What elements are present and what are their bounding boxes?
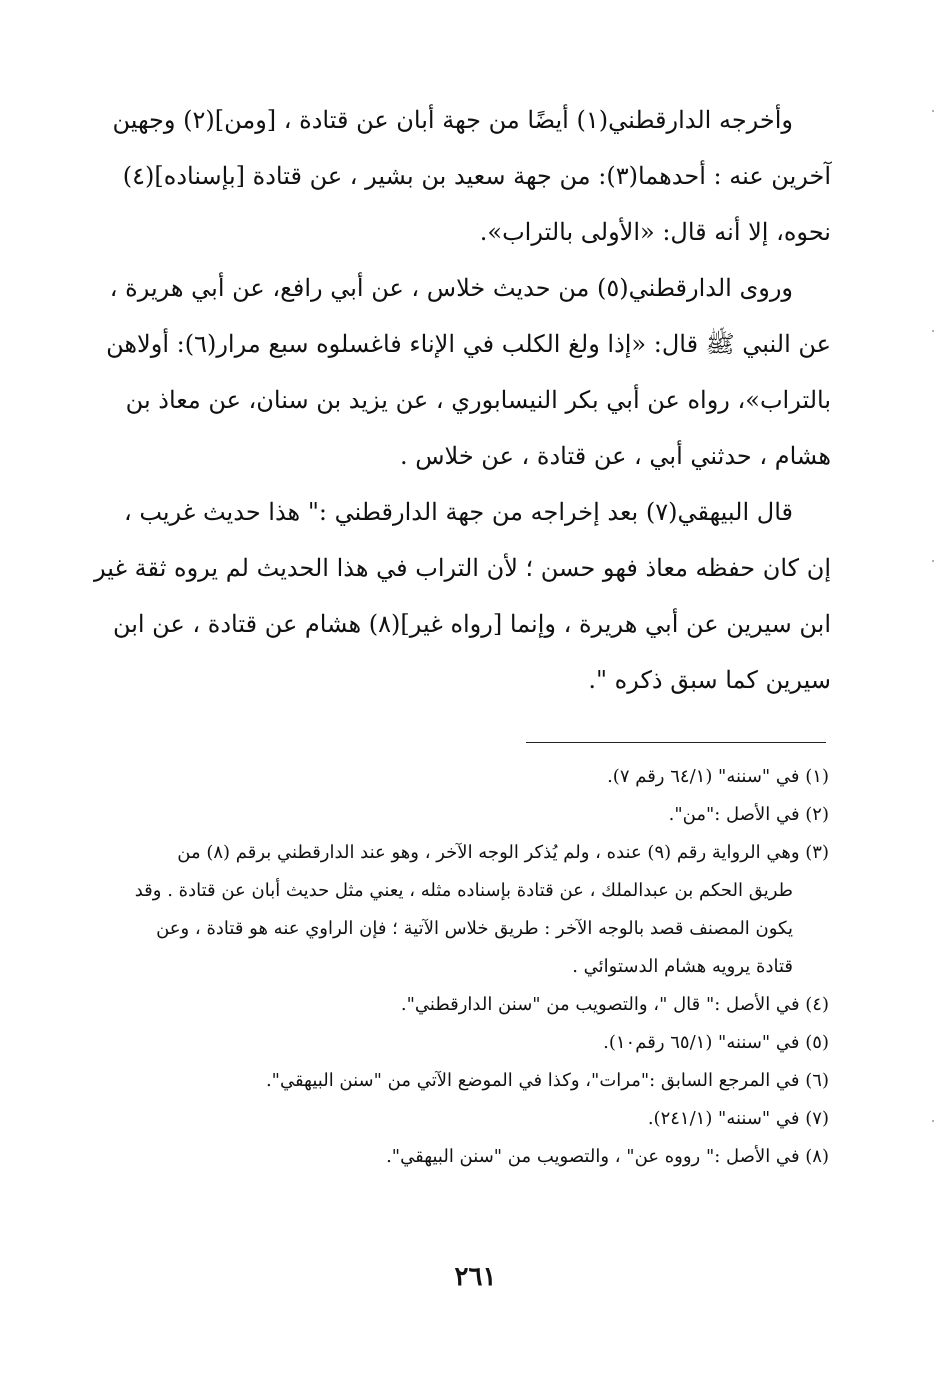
- scan-speck: [932, 1120, 934, 1122]
- scan-speck: [932, 330, 934, 332]
- text-line: وأخرجه الدارقطني(١) أيضًا من جهة أبان عن قتادة ، [ومن](٢) وجهين: [112, 106, 793, 134]
- footnote-4: (٤) في الأصل :" قال "، والتصويب من "سنن الدارقطني".: [400, 994, 829, 1015]
- footnote-8: (٨) في الأصل :" رووه عن" ، والتصويب من "سنن البيهقي".: [386, 1146, 829, 1167]
- footnote-6: (٦) في المرجع السابق :"مرات"، وكذا في الموضع الآتي من "سنن البيهقي".: [265, 1070, 829, 1091]
- text-line: هشام ، حدثني أبي ، عن قتادة ، عن خلاس .: [399, 442, 831, 470]
- footnote-2: (٢) في الأصل :"من".: [668, 804, 829, 825]
- text-line: إن كان حفظه معاذ فهو حسن ؛ لأن التراب في هذا الحديث لم يروه ثقة غير: [94, 554, 831, 582]
- text-line: بالتراب»، رواه عن أبي بكر النيسابوري ، عن يزيد بن سنان، عن معاذ بن: [125, 386, 831, 414]
- footnote-3-continued: قتادة يرويه هشام الدستوائي .: [572, 956, 793, 977]
- footnote-3: (٣) وهي الرواية رقم (٩) عنده ، ولم يُذكر الوجه الآخر ، وهو عند الدارقطني برقم (٨) من: [177, 842, 829, 863]
- text-line: آخرين عنه : أحدهما(٣): من جهة سعيد بن بشير ، عن قتادة [بإسناده](٤): [122, 162, 831, 190]
- main-text: [94, 92, 831, 708]
- text-line: ابن سيرين عن أبي هريرة ، وإنما [رواه غير](٨) هشام عن قتادة ، عن ابن: [112, 610, 831, 638]
- scan-speck: [932, 110, 934, 112]
- footnote-3-continued: طريق الحكم بن عبدالملك ، عن قتادة بإسناده مثله ، يعني مثل حديث أبان عن قتادة . وقد: [134, 880, 793, 901]
- footnotes: [117, 758, 829, 1176]
- text-line: نحوه، إلا أنه قال: «الأولى بالتراب».: [479, 218, 831, 246]
- footnote-5: (٥) في "سننه" (٦٥/١ رقم١٠).: [603, 1032, 829, 1053]
- footnote-3-continued: يكون المصنف قصد بالوجه الآخر : طريق خلاس الآتية ؛ فإن الراوي عنه هو قتادة ، وعن: [156, 918, 793, 939]
- text-line: وروى الدارقطني(٥) من حديث خلاس ، عن أبي رافع، عن أبي هريرة ،: [109, 274, 793, 302]
- footnote-1: (١) في "سننه" (٦٤/١ رقم ٧).: [607, 766, 829, 787]
- footnote-7: (٧) في "سننه" (٢٤١/١).: [647, 1108, 829, 1129]
- text-line: سيرين كما سبق ذكره ".: [588, 666, 831, 694]
- text-line: قال البيهقي(٧) بعد إخراجه من جهة الدارقطني :" هذا حديث غريب ،: [123, 498, 793, 526]
- scan-speck: [932, 560, 934, 562]
- text-line: عن النبي ﷺ قال: «إذا ولغ الكلب في الإناء فاغسلوه سبع مرار(٦): أولاهن: [106, 330, 831, 358]
- page-number: ٢٦١: [454, 1262, 497, 1292]
- footnote-separator: [526, 742, 826, 743]
